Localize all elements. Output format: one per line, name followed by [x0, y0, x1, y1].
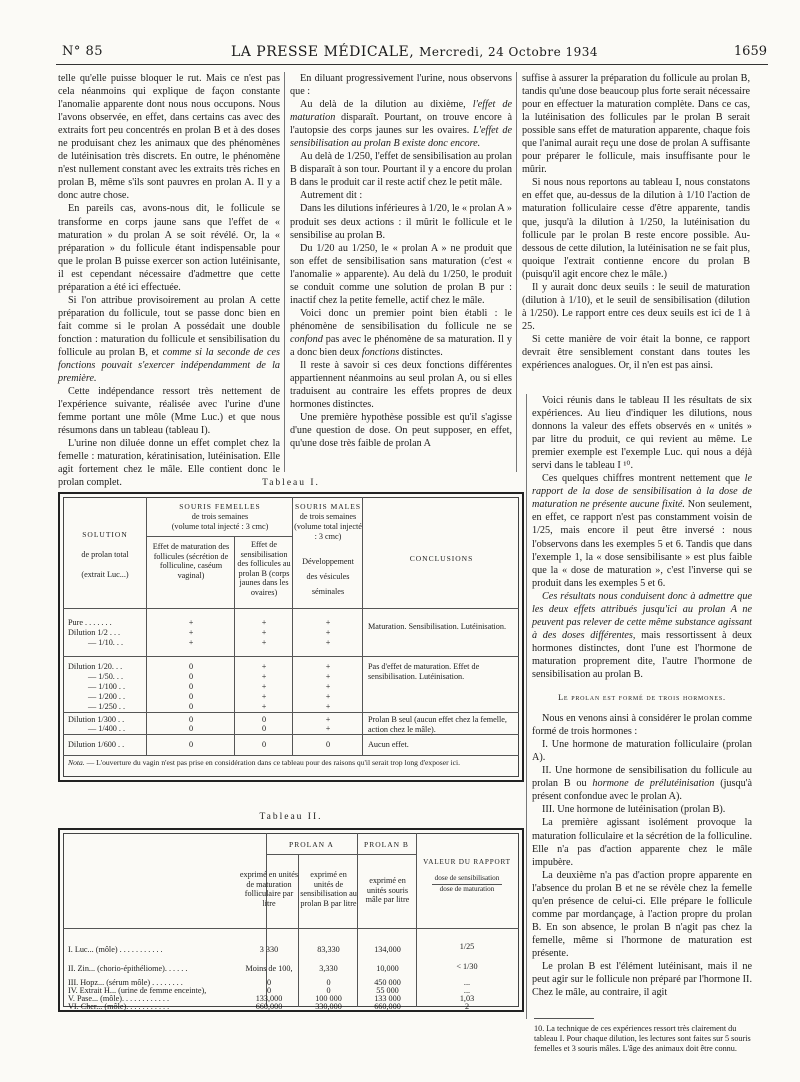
header-cell: (volume total injecté : 3 cmc)	[171, 522, 269, 531]
paragraph: L'urine non diluée donne un effet complet chez la femelle : maturation, kératinisation, lutéinisation. Elle agit fortement chez le mâle. Elle contient donc le prolan complet.	[58, 438, 280, 489]
paragraph: Si l'on attribue provisoirement au prolan A cette préparation du follicule, tout se passe donc bien en fait comme si le prolan A possédait une double fonction : maturation du follicule et sensibilisation du follicule au prolan B, et comme si la seconde de ces fonctions pouvait s'exercer indépendamment de la première.	[58, 294, 280, 385]
header-cell: CONCLUSIONS	[409, 554, 474, 563]
column-divider	[526, 394, 527, 1019]
table-1	[58, 492, 524, 782]
table-cell: 10,000	[376, 964, 399, 973]
paragraph: En pareils cas, avons-nous dit, le follicule se transforme en corps jaune sans que l'effet de « maturation » du prolan A se soit révélé. Or, la « préparation » du follicule étant indispensable pour que le prolan B puisse exercer son action lutéinisante, il est cependant nécessaire d'admettre que cette préparation a été ici effectuée.	[58, 203, 280, 293]
table-cell: 0	[188, 715, 194, 724]
header-cell: exprimé en unités de maturation folliculaire par litre	[239, 870, 299, 908]
header-cell: Effet de maturation des follicules (sécrétion de folliculine, caséum vaginal)	[152, 542, 230, 580]
table-cell: 133,000	[255, 994, 283, 1003]
header-cell: exprimé en unités de sensibilisation au prolan B par litre	[300, 870, 357, 908]
paragraph: Cette indépendance ressort très nettement de l'expérience suivante, réalisée avec l'urine d'une femme portant une môle (Mme Luc.) et que nous résumons dans un tableau (tableau I).	[58, 386, 280, 437]
table-cell: 1/25	[459, 942, 475, 951]
table-cell: 0	[188, 702, 194, 711]
paragraph: Du 1/20 au 1/250, le « prolan A » ne produit que son effet de sensibilisation sans maturation (c'est « l'anomalie » apparente). Au delà du 1/250, le produit se conduit comme une solution de prolan B pur : inactif chez la petite femelle, actif chez le mâle.	[290, 242, 512, 306]
paragraph: Dans les dilutions inférieures à 1/20, le « prolan A » produit ses deux actions : il mûrit le follicule et le sensibilise au prolan B.	[290, 203, 512, 241]
column-1	[58, 72, 280, 490]
page-number: 1659	[733, 44, 767, 59]
table-row-label: V. Pase... (môle). . . . . . . . . . . .	[68, 994, 170, 1003]
column-2	[290, 72, 512, 450]
table-row-label: — 1/400 . .	[88, 724, 126, 733]
column-divider	[516, 72, 517, 472]
table-cell: 0	[261, 724, 267, 733]
table-cell: 3 330	[259, 945, 279, 954]
journal-title: LA PRESSE MÉDICALE,	[230, 44, 415, 60]
paragraph: Ces résultats nous conduisent donc à admettre que les deux effets attribués jusqu'ici au prolan A ne peuvent pas relever de cette même substance agissant à des doses différentes, mais ressortissent à deux hormones distinctes, dont l'une est l'hormone de maturation proprement dite, l'autre l'hormone de sensibilisation au prolan B.	[532, 590, 753, 680]
issue-date: Mercredi, 24 Octobre 1934	[419, 45, 599, 59]
header-cell: VALEUR DU RAPPORT	[423, 858, 511, 866]
table-cell: 83,330	[317, 945, 340, 954]
table-conclusion: Prolan B seul (aucun effet chez la femelle, action chez le mâle).	[368, 715, 507, 734]
table-row-label: Dilution 1/600 . .	[68, 740, 125, 749]
table-row-label: Dilution 1/300 . .	[68, 715, 125, 724]
table-row-label: Dilution 1/20. . .	[68, 662, 123, 671]
table-cell: 0	[188, 662, 194, 671]
table-row-label: IV. Extrait H... (urine de femme enceinte),	[68, 986, 207, 995]
header-cell: Effet de sensibilisation des follicules au prolan B (corps jaunes dans les ovaires)	[237, 540, 291, 597]
footnote-rule	[534, 1018, 594, 1019]
header-rule	[56, 64, 768, 65]
table-row-label: VI. Cher... (môle). . . . . . . . . . .	[68, 1002, 170, 1011]
paragraph: La première agissant isolément provoque la maturation folliculaire et la sécrétion de la folliculine. Elle n'a pas d'action apparente chez le mâle impubère.	[532, 817, 752, 868]
table-row-label: III. Hopz... (sérum môle) . . . . . . . .	[68, 978, 183, 987]
header-cell: (extrait Luc...)	[81, 570, 129, 579]
paragraph: Au delà de la dilution au dixième, l'effet de maturation disparaît. Pourtant, on trouve encore à l'autopsie des corps jaunes sur les ovaires. L'effet de sensibilisation au prolan B existe donc encore.	[290, 99, 513, 150]
header-cell: exprimé en unités souris mâle par litre	[365, 876, 410, 905]
table-cell: 0	[326, 986, 331, 995]
table-cell: +	[261, 662, 267, 671]
table-conclusion: Maturation. Sensibilisation. Lutéinisation.	[368, 622, 507, 631]
header-cell: Développement des vésicules séminales	[302, 557, 354, 596]
table-cell: 133 000	[374, 994, 401, 1003]
table-conclusion: Aucun effet.	[368, 740, 409, 749]
table-cell: 0	[261, 740, 267, 749]
column-divider	[284, 72, 285, 472]
list-item: I. Une hormone de maturation folliculaire (prolan A).	[532, 739, 752, 764]
header-cell: de trois semaines	[299, 512, 357, 521]
table-cell: 0	[188, 692, 194, 701]
table-row-label: — 1/200 . .	[88, 692, 126, 701]
paragraph: La deuxième n'a pas d'action propre apparente en l'absence du prolan B et ne se révèle chez la femelle qu'en présence de celui-ci. Elle prépare le follicule comme par mordançage, à l'action propre du prolan B. En son absence, le prolan B n'agit pas chez la femelle, même si l'hormone de maturation est présente.	[532, 869, 752, 959]
table-cell: +	[325, 724, 331, 733]
paragraph: Si cette manière de voir était la bonne, ce rapport devrait être sensiblement constant dans toutes les expériences analogues. Or, il n'en est pas ainsi.	[522, 333, 750, 372]
table-cell: +	[325, 618, 331, 627]
paragraph: Il reste à savoir si ces deux fonctions différentes appartiennent néanmoins au seul prolan A, ou si elles traduisent au contraire les effets propres de deux hormones distinctes.	[290, 360, 512, 411]
header-cell: PROLAN B	[364, 840, 409, 849]
issue-number: N° 85	[62, 44, 104, 59]
table-cell: 100 000	[315, 994, 342, 1003]
paragraph: Le prolan B est l'élément lutéinisant, mais il ne peut agir sur le follicule non préparé par l'hormone II. Chez le mâle, au contraire, il agit	[532, 960, 752, 999]
column-3	[522, 72, 750, 372]
paragraph: suffise à assurer la préparation du follicule au prolan B, tandis qu'une dose beaucoup plus forte serait nécessaire pour en effectuer la maturation complète. Dans ce cas, la lutéinisation des follicules par le prolan B serait possible sans effet de maturation apparente, chaque fois que l'animal aurait reçu une dose de prolan A suffisante pour préparer le follicule, mais insuffisante pour le mûrir.	[522, 73, 750, 176]
table-1-caption: Tableau I.	[262, 478, 320, 488]
table-cell: Moins de 100,	[245, 964, 293, 973]
paragraph: Au delà de 1/250, l'effet de sensibilisation au prolan B disparaît à son tour. Pourtant il y a encore du prolan B dans le produit car il reste actif chez le petit mâle.	[290, 151, 512, 189]
paragraph: Ces quelques chiffres montrent nettement que le rapport de la dose de sensibilisation à la dose de maturation ne présente aucune fixité. Non seulement, en effet, ce rapport n'est pas constamment voisin de 1/25, mais encore il peut être inversé : nous l'observons dans les exemples 5 et 6. Tandis que dans l'exemple 1, la « dose sensibilisante » est plus faible que la « dose de maturation », c'est l'inverse qui se produit dans les exemples 5 et 6.	[532, 473, 753, 589]
table-cell: 660,000	[255, 1002, 283, 1011]
header-cell: SOURIS FEMELLES	[179, 502, 261, 511]
table-cell: 55 000	[376, 986, 399, 995]
table-cell: +	[325, 715, 331, 724]
list-item: II. Une hormone de sensibilisation du follicule au prolan B ou hormone de prélutéinisation (jusqu'à présent confondue avec le prolan A).	[532, 765, 753, 803]
table-cell: 0	[266, 978, 272, 987]
table-cell: ...	[463, 978, 471, 987]
column-3-continued	[532, 394, 752, 999]
masthead	[62, 44, 767, 60]
table-row-label: I. Luc... (môle) . . . . . . . . . . .	[68, 945, 163, 954]
table-cell: 0	[261, 715, 267, 724]
table-cell: +	[325, 638, 331, 647]
paragraph: Une première hypothèse possible est qu'il s'agisse d'une question de dose. On peut supposer, en effet, qu'une dose très faible de prolan A	[290, 412, 512, 450]
table-row-label: — 1/250 . .	[88, 702, 126, 711]
header-cell: PROLAN A	[289, 840, 334, 849]
paragraph: telle qu'elle puisse bloquer le rut. Mais ce n'est pas cela néanmoins qui explique de façon constante l'anomalie apparente dont nous nous occupons. Nous l'avons observée, en effet, dans certains cas avec des extraits fort peu concentrés en prolan B et à des doses ne produisant chez les animaux que des phénomènes de lutéinisation très discrets. En outre, le phénomène n'est nullement constant avec les extraits très riches en prolan B, même s'ils sont pauvres en prolan A. Il y a donc autre chose.	[58, 73, 280, 202]
table-2-caption: Tableau II.	[259, 812, 323, 822]
table-cell: +	[188, 618, 194, 627]
paragraph: Voici réunis dans le tableau II les résultats de six expériences. Au lieu d'indiquer les dilutions, nous donnons la valeur des effets observés en « unités » par litre du produit, ce qui revient au même. Le premier exemple est l'exemple Luc. qui nous a déjà servi dans le tableau I ¹⁰.	[532, 395, 752, 472]
table-cell: < 1/30	[456, 962, 478, 971]
table-cell: 0	[325, 740, 331, 749]
table-row-label: Dilution 1/2 . . .	[68, 628, 121, 637]
table-cell: +	[188, 638, 194, 647]
paragraph: Autrement dit :	[300, 190, 363, 202]
table-cell: 660,000	[374, 1002, 401, 1011]
header-cell: de prolan total	[81, 550, 129, 559]
table-cell: 0	[266, 986, 272, 995]
header-cell: dose de sensibilisation	[434, 874, 500, 882]
table-cell: ...	[463, 986, 471, 995]
header-cell: SOURIS MALES	[295, 502, 361, 511]
table-cell: +	[325, 682, 331, 691]
table-row-label: — 1/10. . .	[88, 638, 124, 647]
table-cell: 0	[326, 978, 331, 987]
paragraph: Si nous nous reportons au tableau I, nous constatons en effet que, au-dessus de la dilution à 1/10 l'action de maturation folliculaire cesse d'être apparente, tandis que, jusqu'à la dilution à 1/250, la lutéinisation du follicule par le prolan B reste encore possible. Au-dessous de cette dilution, la lutéinisation ne se fait plus, quoique l'extrait contienne encore du prolan B (puisqu'il agit encore chez le mâle.)	[522, 177, 750, 280]
header-cell: (volume total injecté : 3 cmc)	[294, 522, 362, 541]
table-cell: +	[261, 692, 267, 701]
table-cell: +	[261, 618, 267, 627]
section-heading: Le prolan est formé de trois hormones.	[558, 693, 726, 703]
table-cell: 134,000	[374, 945, 401, 954]
table-cell: +	[261, 638, 267, 647]
table-cell: 0	[188, 672, 194, 681]
paragraph: En diluant progressivement l'urine, nous observons que :	[290, 73, 512, 98]
emphasis: comme si la seconde de ces fonctions pouvait s'exercer indépendamment de la première.	[58, 346, 280, 385]
table-cell: +	[325, 672, 331, 681]
paragraph: Il y aurait donc deux seuils : le seuil de maturation (dilution à 1/10), et le seuil de sensibilisation (dilution à 1/250). Le rapport entre ces deux seuils est ici de 1 à 25.	[522, 281, 750, 332]
header-cell: de trois semaines	[191, 512, 249, 521]
table-cell: 2	[464, 1002, 470, 1011]
list-item: III. Une hormone de lutéinisation (prolan B).	[542, 804, 726, 816]
table-cell: 0	[188, 682, 194, 691]
table-cell: 450 000	[374, 978, 401, 987]
table-cell: +	[188, 628, 194, 637]
table-cell: +	[261, 672, 267, 681]
table-row-label: Pure . . . . . . .	[68, 618, 112, 627]
table-cell: 330,000	[315, 1002, 342, 1011]
table-cell: +	[261, 682, 267, 691]
page-header	[62, 44, 767, 66]
table-2	[58, 828, 524, 1012]
table-note: Nota. — L'ouverture du vagin n'est pas prise en considération dans ce tableau pour des raisons qu'il serait trop long d'exposer ici.	[68, 758, 461, 767]
table-row-label: — 1/100 . .	[88, 682, 126, 691]
table-cell: 0	[188, 740, 194, 749]
table-row-label: — 1/50. . .	[88, 672, 124, 681]
table-cell: +	[261, 628, 267, 637]
table-cell: +	[325, 692, 331, 701]
table-conclusion: Pas d'effet de maturation. Effet de sensibilisation. Lutéinisation.	[368, 662, 480, 681]
table-row-label: II. Zin... (chorio-épithéliome). . . . . .	[68, 964, 188, 973]
table-cell: 3,330	[319, 964, 338, 973]
table-cell: +	[325, 628, 331, 637]
table-cell: 1,03	[459, 994, 475, 1003]
paragraph: Nous en venons ainsi à considérer le prolan comme formé de trois hormones :	[532, 713, 752, 738]
table-cell: 0	[188, 724, 194, 733]
footnote: 10. La technique de ces expériences ressort très clairement du tableau I. Pour chaque dilution, les lectures sont faites sur 5 souris femelles et 3 souris mâles. L'âge des animaux doit être connu.	[534, 1024, 751, 1053]
paragraph: Voici donc un premier point bien établi : le phénomène de sensibilisation du follicule ne se confond pas avec le phénomène de sa maturation. Il y a donc bien deux fonctions distinctes.	[290, 307, 512, 358]
table-cell: +	[325, 702, 331, 711]
table-cell: +	[325, 662, 331, 671]
header-cell: SOLUTION	[82, 530, 128, 539]
table-cell: +	[261, 702, 267, 711]
header-cell: dose de maturation	[439, 885, 495, 893]
